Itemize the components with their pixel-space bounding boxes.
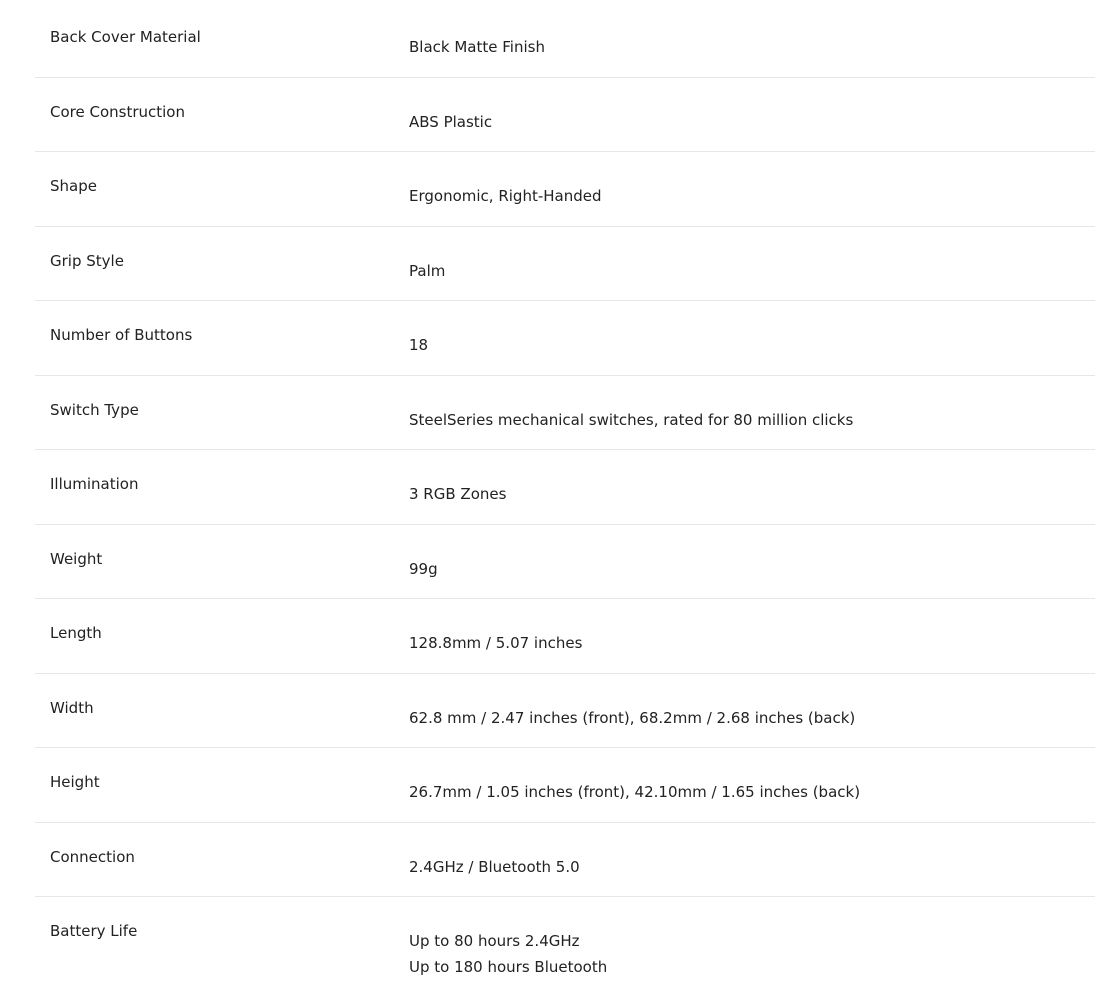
spec-row-weight xyxy=(35,525,1095,600)
spec-label: Number of Buttons xyxy=(50,326,193,344)
spec-row-switch-type xyxy=(35,376,1095,451)
spec-label: Grip Style xyxy=(50,251,124,270)
spec-row-back-cover-material xyxy=(35,3,1095,78)
spec-row-battery-life xyxy=(35,897,1095,997)
spec-value: 99g xyxy=(409,559,438,578)
spec-row-width xyxy=(35,674,1095,749)
spec-label: Switch Type xyxy=(50,400,139,419)
spec-label: Battery Life xyxy=(50,922,138,940)
spec-label: Shape xyxy=(50,177,97,195)
spec-table xyxy=(35,3,1095,997)
spec-row-illumination xyxy=(35,450,1095,525)
spec-label: Weight xyxy=(50,549,103,568)
spec-label: Height xyxy=(50,773,100,791)
spec-value: SteelSeries mechanical switches, rated for 80 million clicks xyxy=(409,410,854,429)
spec-value: 62.8 mm / 2.47 inches (front), 68.2mm / 2.68 inches (back) xyxy=(409,708,856,727)
spec-value: 3 RGB Zones xyxy=(409,485,507,503)
spec-value: 26.7mm / 1.05 inches (front), 42.10mm / 1.65 inches (back) xyxy=(409,783,861,801)
spec-value: 2.4GHz / Bluetooth 5.0 xyxy=(409,857,580,876)
spec-value: 18 xyxy=(409,336,429,354)
spec-value: Palm xyxy=(409,261,446,280)
spec-row-core-construction xyxy=(35,78,1095,153)
spec-label: Back Cover Material xyxy=(50,28,201,46)
spec-row-length xyxy=(35,599,1095,674)
spec-row-number-of-buttons xyxy=(35,301,1095,376)
spec-value: Black Matte Finish xyxy=(409,38,545,56)
spec-value: Up to 80 hours 2.4GHz Up to 180 hours Bluetooth xyxy=(409,932,608,976)
spec-row-height xyxy=(35,748,1095,823)
spec-row-grip-style xyxy=(35,227,1095,302)
spec-label: Illumination xyxy=(50,475,139,493)
spec-label: Core Construction xyxy=(50,102,185,121)
spec-value: ABS Plastic xyxy=(409,112,493,131)
spec-value: Ergonomic, Right-Handed xyxy=(409,187,602,205)
spec-row-connection xyxy=(35,823,1095,898)
spec-label: Width xyxy=(50,698,94,717)
spec-row-shape xyxy=(35,152,1095,227)
spec-label: Length xyxy=(50,624,102,642)
spec-label: Connection xyxy=(50,847,135,866)
spec-value: 128.8mm / 5.07 inches xyxy=(409,634,583,652)
